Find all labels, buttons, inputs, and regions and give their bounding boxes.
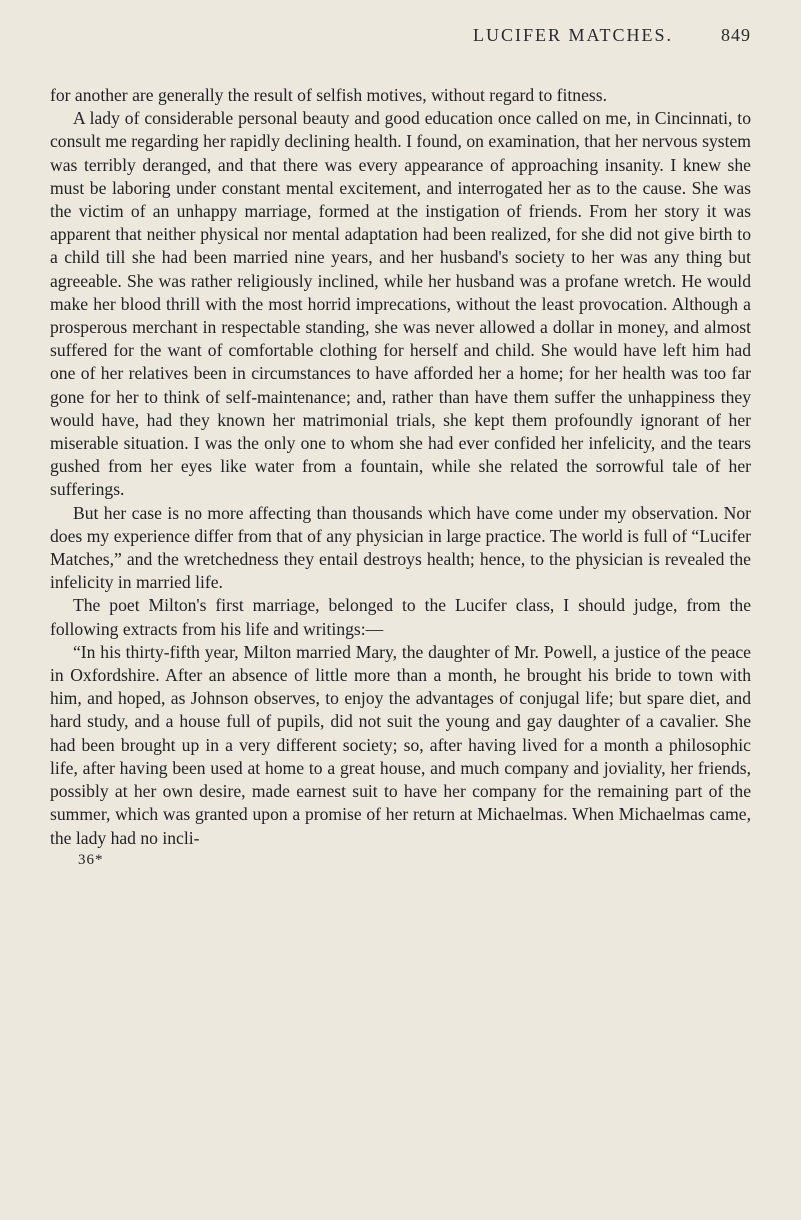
paragraph-observation: But her case is no more affecting than thousands which have come under my observation. Nor does my experience differ from that of any physician in large practice. The world is full of “Lucifer Matches,” and the wretchedness they entail destroys health; hence, to the physician is revealed the infelicity in married life. (50, 502, 751, 593)
page-number: 849 (721, 25, 751, 45)
running-head-title: LUCIFER MATCHES. (472, 25, 673, 45)
body-text (50, 84, 751, 850)
signature-mark: 36* (78, 851, 104, 868)
paragraph-case-history: A lady of considerable personal beauty and good education once called on me, in Cincinnati, to consult me regarding her rapidly declining health. I found, on examination, that her nervous system was terribly deranged, and that there was every appearance of approaching insanity. I knew she must be laboring under constant mental excitement, and interrogated her as to the cause. She was the victim of an unhappy marriage, formed at the instigation of friends. From her story it was apparent that neither physical nor mental adaptation had been realized, for she did not give birth to a child till she had been married nine years, and her husband's society to her was any thing but agreeable. She was rather religiously inclined, while her husband was a profane wretch. He would make her blood thrill with the most horrid imprecations, without the least provocation. Although a prosperous merchant in respectable standing, she was never allowed a dollar in money, and almost suffered for the want of comfortable clothing for herself and child. She would have left him had one of her relatives been in circumstances to have afforded her a home; for her health was too far gone for her to think of self-maintenance; and, rather than have them suffer the unhappiness they would have, had they known her matrimonial trials, she kept them profoundly ignorant of her miserable situation. I was the only one to whom she had ever confided her infelicity, and the tears gushed from her eyes like water from a fountain, while she related the sorrowful tale of her sufferings. (50, 108, 751, 500)
paragraph-milton-intro: The poet Milton's first marriage, belonged to the Lucifer class, I should judge, from the following extracts from his life and writings:— (50, 595, 751, 639)
running-head (50, 6, 751, 46)
paragraph-milton-quote: “In his thirty-fifth year, Milton married Mary, the daughter of Mr. Powell, a justice of the peace in Oxfordshire. After an absence of little more than a month, he brought his bride to town with him, and hoped, as Johnson observes, to enjoy the advantages of conjugal life; but spare diet, and hard study, and a house full of pupils, did not suit the young and gay daughter of a cavalier. She had been brought up in a very different society; so, after having lived for a month a philosophic life, after having been used at home to a great house, and much company and joviality, her friends, possibly at her own desire, made earnest suit to have her company for the remaining part of the summer, which was granted upon a promise of her return at Michaelmas. When Michaelmas came, the lady had no incli- (50, 641, 751, 848)
paragraph-continuation: for another are generally the result of selfish motives, without regard to fitness. (50, 85, 607, 105)
